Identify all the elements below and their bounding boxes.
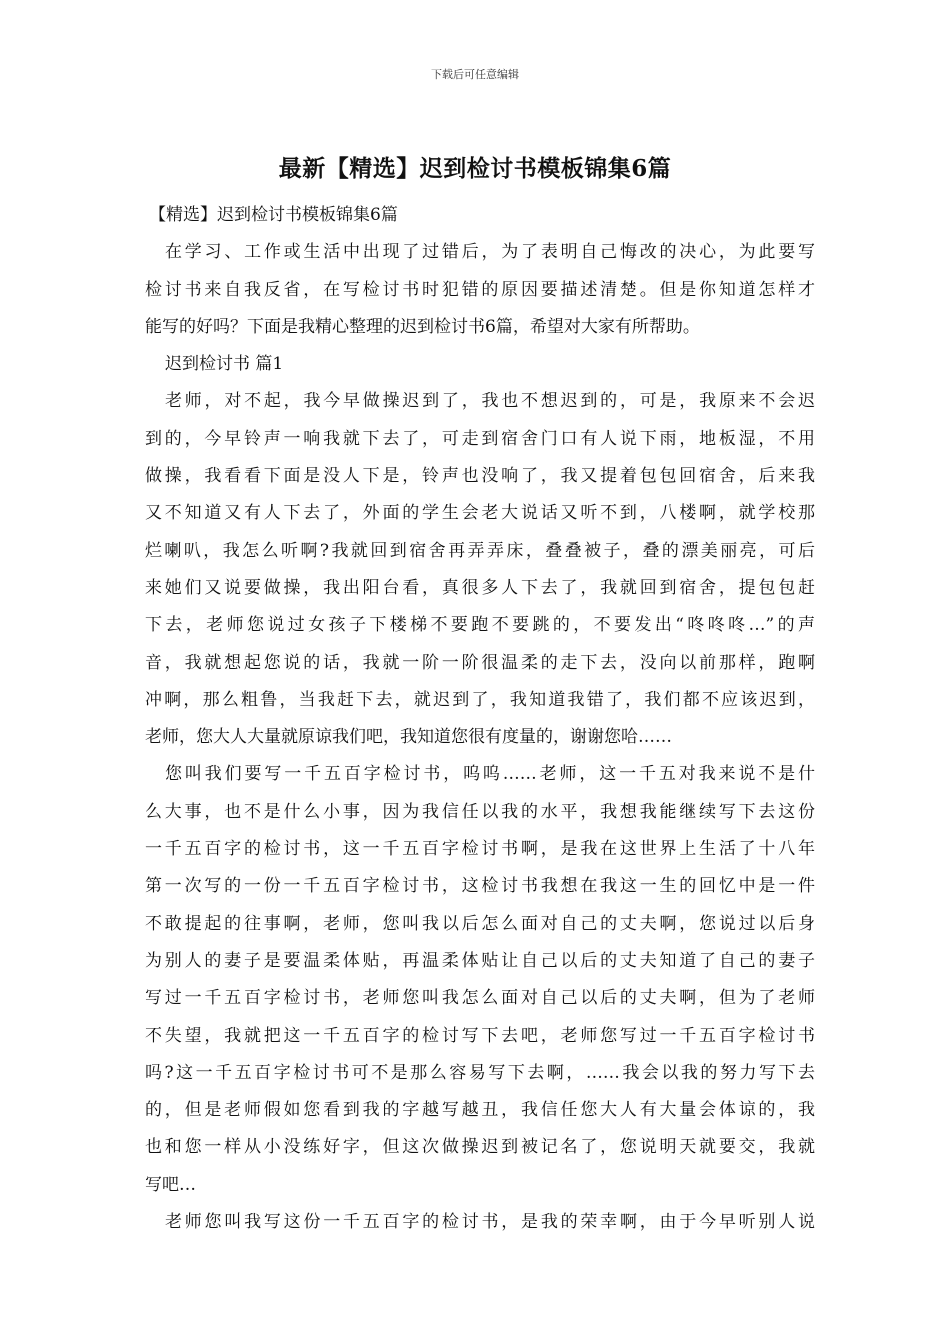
document-title: 最新【精选】迟到检讨书模板锦集6篇 xyxy=(278,155,672,182)
paragraph-line: 也和您一样从小没练好字，但这次做操迟到被记名了，您说明天就要交，我就 xyxy=(145,1137,815,1158)
paragraph-line: 到的，今早铃声一响我就下去了，可走到宿舍门口有人说下雨，地板湿，不用 xyxy=(145,428,815,449)
paragraph-line: 来她们又说要做操，我出阳台看，真很多人下去了，我就回到宿舍，提包包赶 xyxy=(145,577,815,598)
paragraph-line: 检讨书来自我反省，在写检讨书时犯错的原因要描述清楚。但是你知道怎样才 xyxy=(145,279,815,300)
paragraph-line: 写吧… xyxy=(145,1174,196,1195)
document-body xyxy=(145,197,815,1241)
paragraph-line: 做操，我看看下面是没人下是，铃声也没响了，我又提着包包回宿舍，后来我 xyxy=(145,466,815,487)
paragraph-line: 么大事，也不是什么小事，因为我信任以我的水平，我想我能继续写下去这份 xyxy=(145,801,815,822)
paragraph-line: 下去，老师您说过女孩子下楼梯不要跑不要跳的，不要发出“咚咚咚…”的声 xyxy=(145,615,815,636)
paragraph-line: 为别人的妻子是要温柔体贴，再温柔体贴让自己以后的丈夫知道了自己的妻子 xyxy=(145,950,815,971)
paragraph-line: 冲啊，那么粗鲁，当我赶下去，就迟到了，我知道我错了，我们都不应该迟到， xyxy=(145,689,815,710)
paragraph-line: 不失望，我就把这一千五百字的检讨写下去吧，老师您写过一千五百字检讨书 xyxy=(145,1025,815,1046)
paragraph-line: 的，但是老师假如您看到我的字越写越丑，我信任您大人有大量会体谅的，我 xyxy=(145,1100,815,1121)
subtitle-line: 【精选】迟到检讨书模板锦集6篇 xyxy=(149,205,398,225)
paragraph-line: 吗?这一千五百字检讨书可不是那么容易写下去啊，……我会以我的努力写下去 xyxy=(145,1062,815,1083)
section-heading: 迟到检讨书 篇1 xyxy=(165,354,284,375)
paragraph-line: 第一次写的一份一千五百字检讨书，这检讨书我想在我这一生的回忆中是一件 xyxy=(145,876,815,897)
paragraph-line: 一千五百字的检讨书，这一千五百字检讨书啊，是我在这世界上生活了十八年 xyxy=(145,839,815,860)
paragraph-line: 老师，您大人大量就原谅我们吧，我知道您很有度量的，谢谢您哈…… xyxy=(145,727,672,748)
paragraph-line: 您叫我们要写一千五百字检讨书，呜呜……老师，这一千五对我来说不是什 xyxy=(165,764,815,785)
paragraph-line: 写过一千五百字检讨书，老师您叫我怎么面对自己以后的丈夫啊，但为了老师 xyxy=(145,988,815,1009)
paragraph-line: 音，我就想起您说的话，我就一阶一阶很温柔的走下去，没向以前那样，跑啊 xyxy=(145,652,815,673)
header-note: 下载后可任意编辑 xyxy=(431,68,519,81)
paragraph-line: 在学习、工作或生活中出现了过错后，为了表明自己悔改的决心，为此要写 xyxy=(165,242,815,263)
paragraph-line: 又不知道又有人下去了，外面的学生会老大说话又听不到，八楼啊，就学校那 xyxy=(145,503,815,524)
paragraph-line: 老师，对不起，我今早做操迟到了，我也不想迟到的，可是，我原来不会迟 xyxy=(165,391,815,412)
paragraph-line: 不敢提起的往事啊，老师，您叫我以后怎么面对自己的丈夫啊，您说过以后身 xyxy=(145,913,815,934)
paragraph-line: 烂喇叭，我怎么听啊?我就回到宿舍再弄弄床，叠叠被子，叠的漂美丽亮，可后 xyxy=(145,540,815,561)
paragraph-line: 老师您叫我写这份一千五百字的检讨书，是我的荣幸啊，由于今早听别人说 xyxy=(165,1212,815,1233)
paragraph-line: 能写的好吗？下面是我精心整理的迟到检讨书6篇，希望对大家有所帮助。 xyxy=(145,316,700,337)
